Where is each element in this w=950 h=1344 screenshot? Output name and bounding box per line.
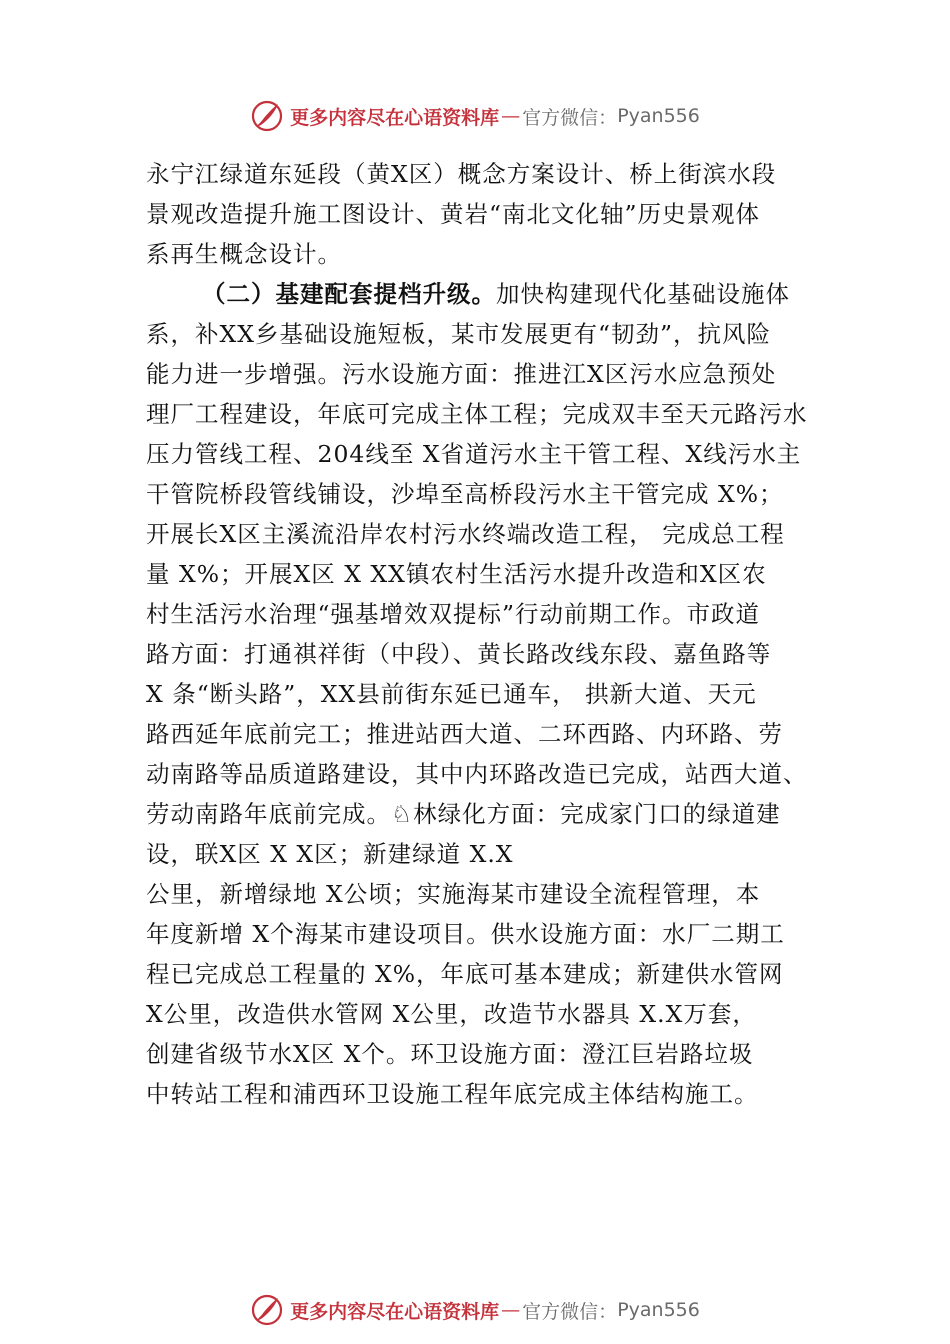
banner-separator: — [501,1299,521,1321]
text-line: 系，补XX乡基础设施短板，某市发展更有“韧劲”，抗风险 [146,320,771,348]
banner-label: 官方微信： [522,1300,618,1323]
text-line: 开展长X区主溪流沿岸农村污水终端改造工程， 完成总工程 [146,520,785,548]
feather-pen-logo-icon [250,1293,284,1327]
banner-brand: 更多内容尽在心语资料库 [290,1300,500,1323]
section-heading: （二）基建配套提档升级。 [202,280,496,308]
banner-wechat-id: Pyan556 [617,105,700,127]
text-line: X 条“断头路”，XX县前街东延已通车， 拱新大道、天元 [146,680,757,708]
text-line: 动南路等品质道路建设，其中内环路改造已完成，站西大道、 [146,760,808,788]
text-line: 路方面：打通祺祥街（中段）、黄长路改线东段、嘉鱼路等 [146,640,772,668]
banner-brand: 更多内容尽在心语资料库 [290,106,500,129]
text-line: 压力管线工程、204线至 X省道污水主干管工程、X线污水主 [146,440,802,468]
footer-banner [0,1290,950,1330]
text-line: 景观改造提升施工图设计、黄岩“南北文化轴”历史景观体 [146,200,761,228]
paragraph-1 [146,154,826,274]
text-line: 村生活污水治理“强基增效双提标”行动前期工作。市政道 [146,600,761,628]
text-line: 年度新增 X个海某市建设项目。供水设施方面：水厂二期工 [146,920,785,948]
text-line [146,274,826,314]
text-line: 劳动南路年底前完成。♘林绿化方面：完成家门口的绿道建 [146,800,781,828]
banner-separator: — [501,105,521,127]
text-line: 设，联X区 X X区；新建绿道 X.X [146,840,514,868]
text-run: 加快构建现代化基础设施体 [496,280,790,308]
text-line: 路西延年底前完工；推进站西大道、二环西路、内环路、劳 [146,720,783,748]
header-banner [0,96,950,136]
banner-label: 官方微信： [522,106,618,129]
feather-pen-logo-icon [250,99,284,133]
text-line: 系再生概念设计。 [146,240,342,268]
text-line: 干管院桥段管线铺设，沙埠至高桥段污水主干管完成 X%； [146,480,784,508]
banner-wechat-id: Pyan556 [617,1299,700,1321]
text-line: 永宁江绿道东延段（黄X区）概念方案设计、桥上街滨水段 [146,160,777,188]
text-line: 中转站工程和浦西环卫设施工程年底完成主体结构施工。 [146,1080,759,1108]
paragraph-2 [146,274,826,1114]
text-line: 量 X%；开展X区 X XX镇农村生活污水提升改造和X区农 [146,560,767,588]
text-line: 公里，新增绿地 X公顷；实施海某市建设全流程管理，本 [146,880,761,908]
text-line: 程已完成总工程量的 X%，年底可基本建成；新建供水管网 [146,960,784,988]
text-line: 理厂工程建设，年底可完成主体工程；完成双丰至天元路污水 [146,400,808,428]
text-line: 创建省级节水X区 X个。环卫设施方面：澄江巨岩路垃圾 [146,1040,754,1068]
text-line: X公里，改造供水管网 X公里，改造节水器具 X.X万套， [146,1000,757,1028]
text-line: 能力进一步增强。污水设施方面：推进江X区污水应急预处 [146,360,777,388]
